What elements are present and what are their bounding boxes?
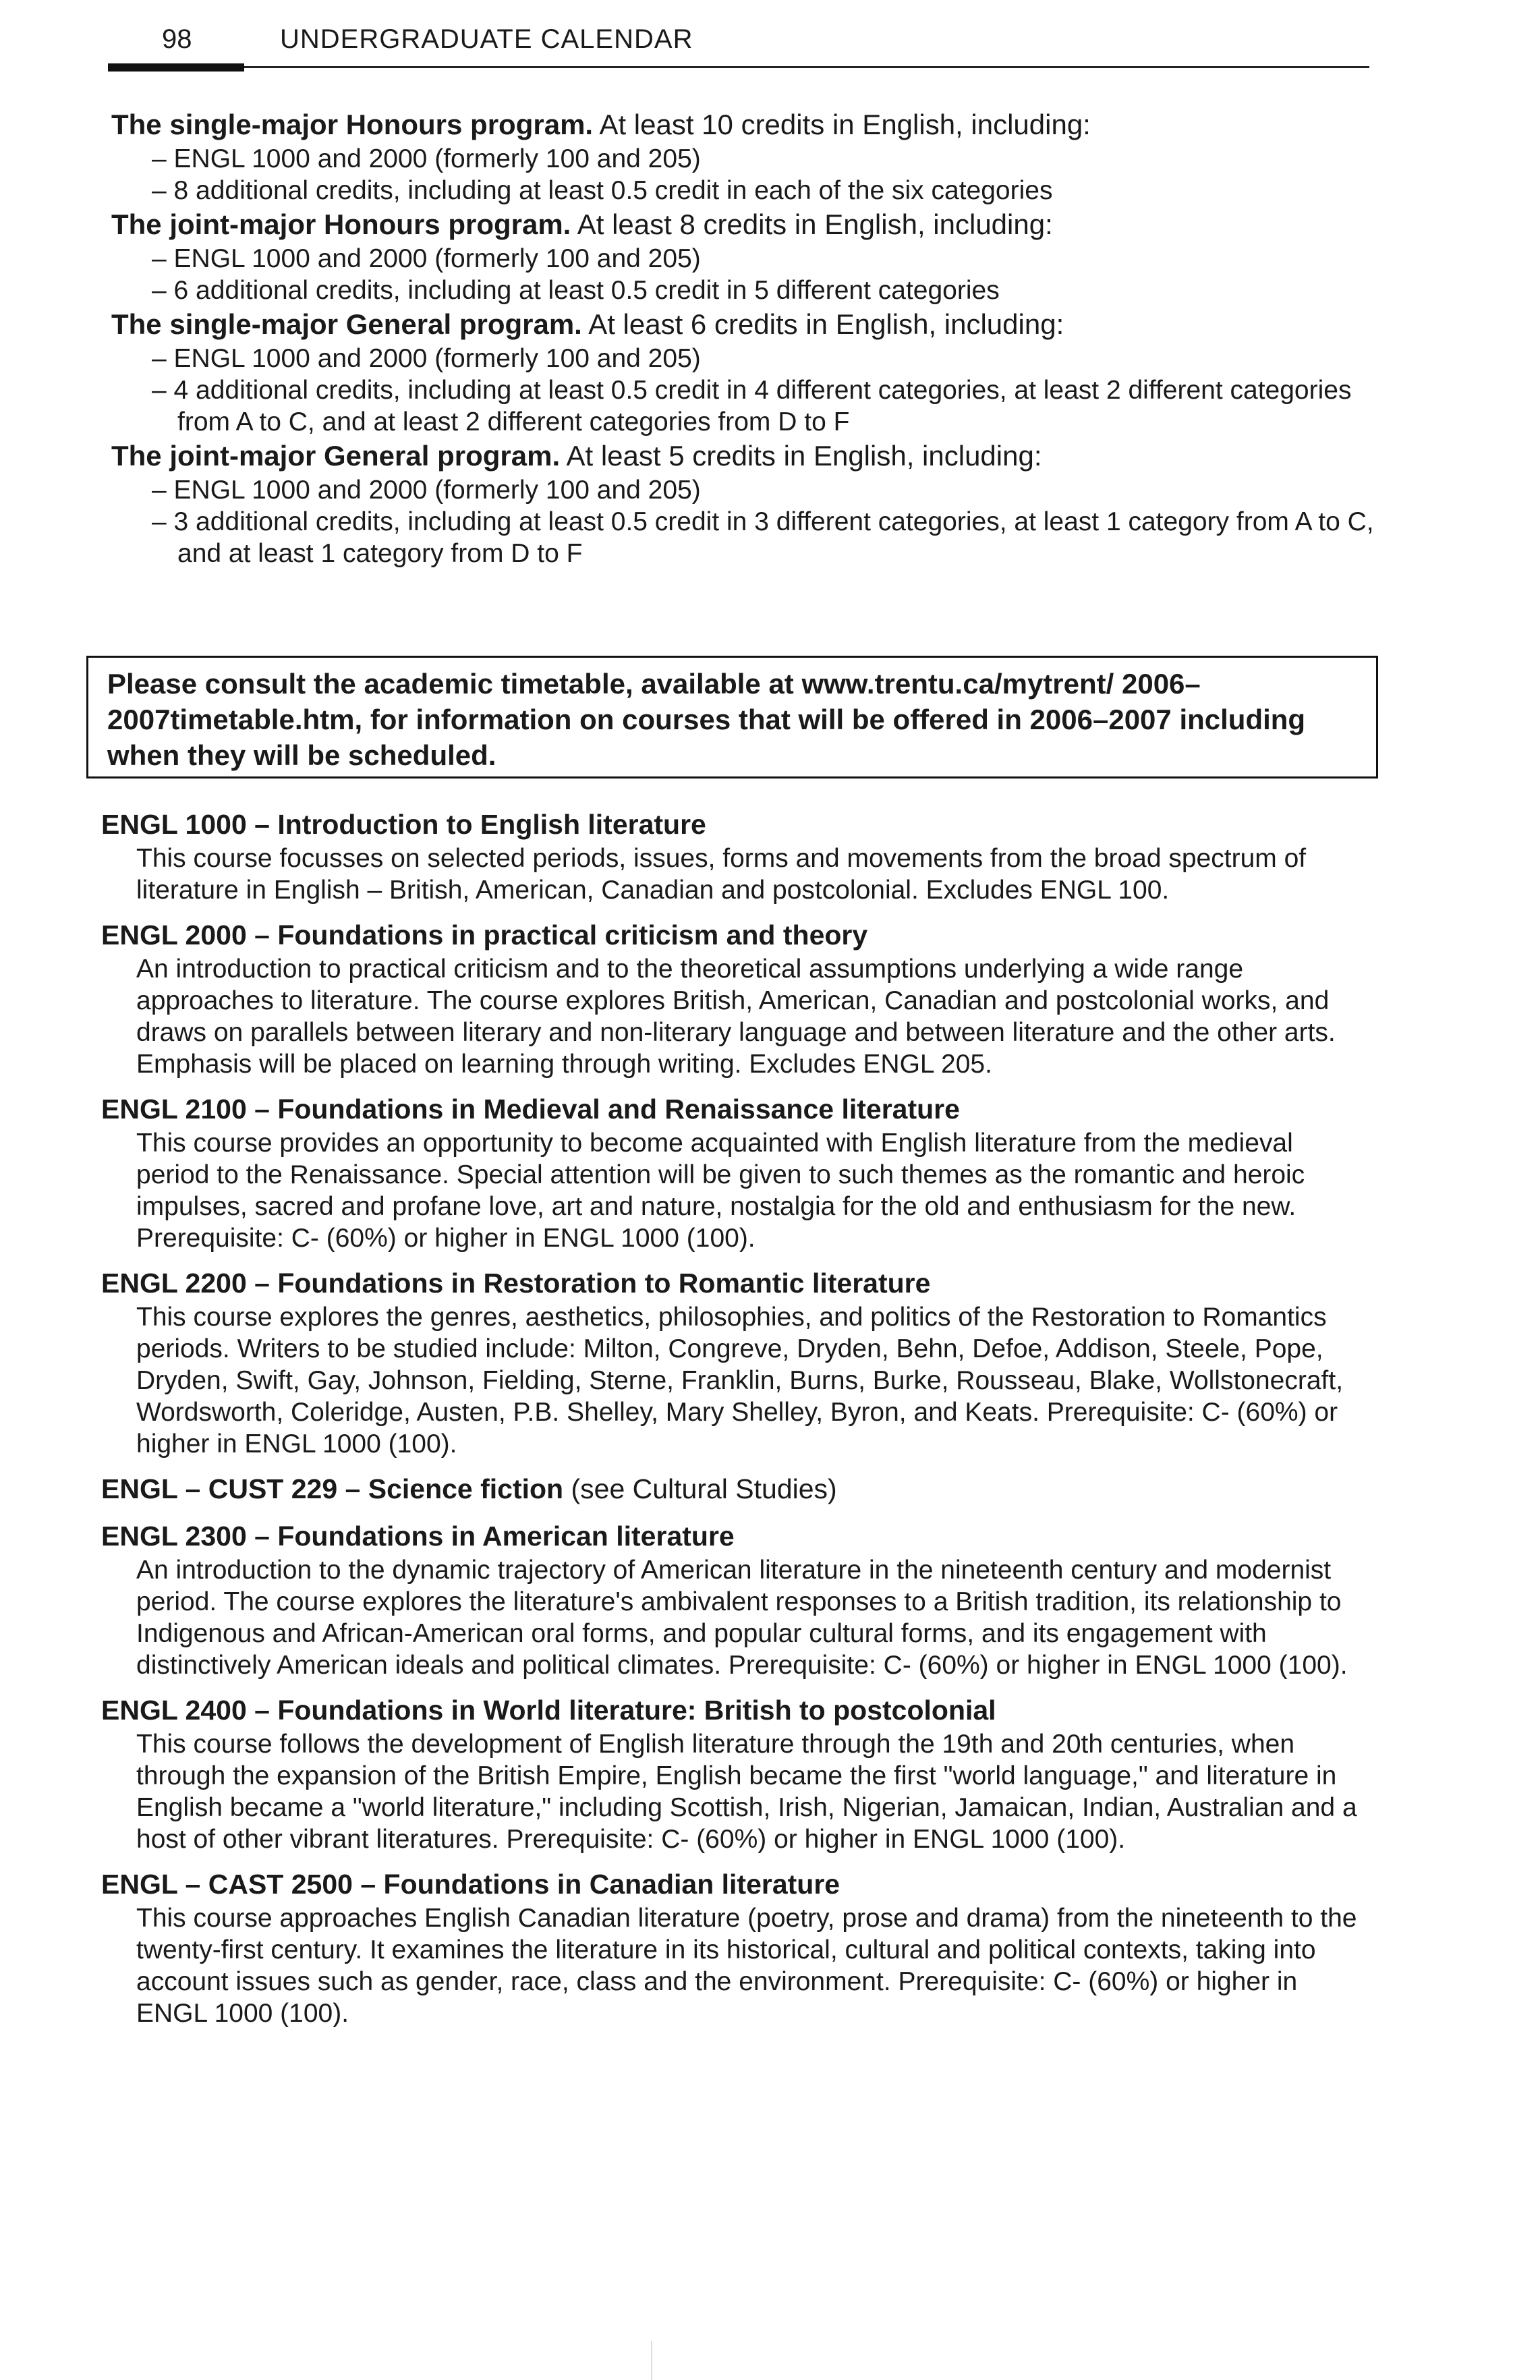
- program-intro: At least 10 credits in English, including:: [593, 109, 1091, 140]
- course-engl-2000: [101, 917, 1363, 1080]
- course-title: ENGL – CAST 2500 – Foundations in Canadian literature: [101, 1869, 840, 1900]
- program-item: – ENGL 1000 and 2000 (formerly 100 and 205): [152, 144, 701, 173]
- course-cross-reference: (see Cultural Studies): [563, 1473, 837, 1504]
- program-single-general: [111, 306, 1393, 438]
- program-item: – 6 additional credits, including at least 0.5 credit in 5 different categories: [152, 276, 1000, 305]
- course-list: [101, 806, 1363, 2040]
- course-description: This course explores the genres, aesthetics, philosophies, and politics of the Restoration to Romantics periods. Writers to be studied include: Milton, Congreve, Dryden, Behn, Defoe, Addison, Steele, Pope, Dryden, Swift, Gay, Johnson, Fielding, Sterne, Franklin, Burns, Burke, Rousseau, Blake, Wollstonecraft, Wordsworth, Coleridge, Austen, P.B. Shelley, Mary Shelley, Byron, and Keats. Prerequisite: C- (60%) or higher in ENGL 1000 (100).: [136, 1303, 1344, 1458]
- program-name: The joint-major Honours program.: [111, 208, 571, 240]
- course-title: ENGL 2400 – Foundations in World literature: British to postcolonial: [101, 1695, 996, 1726]
- course-description: This course provides an opportunity to become acquainted with English literature from the medieval period to the Renaissance. Special attention will be given to such themes as the romantic and heroic impulses, sacred and profane love, art and nature, nostalgia for the old and enthusiasm for the new. Prerequisite: C- (60%) or higher in ENGL 1000 (100).: [136, 1129, 1305, 1253]
- course-engl-cust-229: [101, 1471, 1363, 1507]
- program-item: – ENGL 1000 and 2000 (formerly 100 and 205): [152, 244, 701, 273]
- program-single-honours: [111, 107, 1393, 206]
- program-item: – ENGL 1000 and 2000 (formerly 100 and 205): [152, 476, 701, 505]
- program-joint-honours: [111, 206, 1393, 306]
- program-item: – ENGL 1000 and 2000 (formerly 100 and 205): [152, 344, 701, 373]
- course-engl-cast-2500: [101, 1866, 1363, 2029]
- course-engl-2200: [101, 1265, 1363, 1460]
- course-description: This course focusses on selected periods, issues, forms and movements from the broad spectrum of literature in English – British, American, Canadian and postcolonial. Excludes ENGL 100.: [136, 844, 1307, 905]
- course-title: ENGL – CUST 229 – Science fiction: [101, 1473, 564, 1504]
- course-description: This course approaches English Canadian literature (poetry, prose and drama) from the nineteenth to the twenty-first century. It examines the literature in its historical, cultural and political contexts, taking into account issues such as gender, race, class and the environment. Prerequisite: C- (60%) or higher in ENGL 1000 (100).: [136, 1904, 1357, 2028]
- course-engl-2400: [101, 1692, 1363, 1855]
- header-rule: [108, 66, 1369, 68]
- program-item: – 4 additional credits, including at least 0.5 credit in 4 different categories, at least 2 different categories from A to C, and at least 2 different categories from D to F: [152, 376, 1352, 436]
- page-number: 98: [162, 24, 192, 54]
- course-title: ENGL 1000 – Introduction to English literature: [101, 809, 706, 840]
- course-title: ENGL 2100 – Foundations in Medieval and Renaissance literature: [101, 1094, 960, 1125]
- timetable-notice-box: Please consult the academic timetable, available at www.trentu.ca/mytrent/ 2006–2007timetable.htm, for information on courses that will be offered in 2006–2007 including when they will be scheduled.: [86, 656, 1378, 778]
- program-item: – 8 additional credits, including at least 0.5 credit in each of the six categories: [152, 176, 1053, 205]
- course-description: This course follows the development of English literature through the 19th and 20th centuries, when through the expansion of the British Empire, English became the first "world language," and literature in English became a "world literature," including Scottish, Irish, Nigerian, Jamaican, Indian, Australian and a host of other vibrant literatures. Prerequisite: C- (60%) or higher in ENGL 1000 (100).: [136, 1730, 1357, 1854]
- course-title: ENGL 2300 – Foundations in American literature: [101, 1521, 735, 1552]
- running-title: UNDERGRADUATE CALENDAR: [280, 24, 693, 54]
- course-title: ENGL 2000 – Foundations in practical criticism and theory: [101, 919, 868, 951]
- program-name: The single-major General program.: [111, 308, 582, 340]
- course-engl-2100: [101, 1091, 1363, 1254]
- course-description: An introduction to the dynamic trajectory of American literature in the nineteenth century and modernist period. The course explores the literature's ambivalent responses to a British tradition, its relationship to Indigenous and African-American oral forms, and popular cultural forms, and its engagement with distinctively American ideals and political climates. Prerequisite: C- (60%) or higher in ENGL 1000 (100).: [136, 1556, 1348, 1680]
- program-name: The single-major Honours program.: [111, 109, 594, 140]
- program-name: The joint-major General program.: [111, 440, 561, 472]
- course-description: An introduction to practical criticism and to the theoretical assumptions underlying a wide range approaches to literature. The course explores British, American, Canadian and postcolonial works, and draws on parallels between literary and non-literary language and between literature and the other arts. Emphasis will be placed on learning through writing. Excludes ENGL 205.: [136, 955, 1336, 1079]
- program-intro: At least 5 credits in English, including:: [560, 440, 1042, 472]
- program-intro: At least 6 credits in English, including:: [581, 308, 1064, 340]
- program-item: – 3 additional credits, including at least 0.5 credit in 3 different categories, at least 1 category from A to C, and at least 1 category from D to F: [152, 507, 1374, 568]
- course-title: ENGL 2200 – Foundations in Restoration to Romantic literature: [101, 1268, 931, 1299]
- program-joint-general: [111, 438, 1393, 569]
- program-requirements: [111, 107, 1393, 569]
- scan-edge-mark: [651, 2341, 652, 2380]
- course-engl-1000: [101, 806, 1363, 906]
- program-intro: At least 8 credits in English, including:: [571, 208, 1053, 240]
- header-tab-marker: [108, 63, 244, 72]
- course-engl-2300: [101, 1518, 1363, 1681]
